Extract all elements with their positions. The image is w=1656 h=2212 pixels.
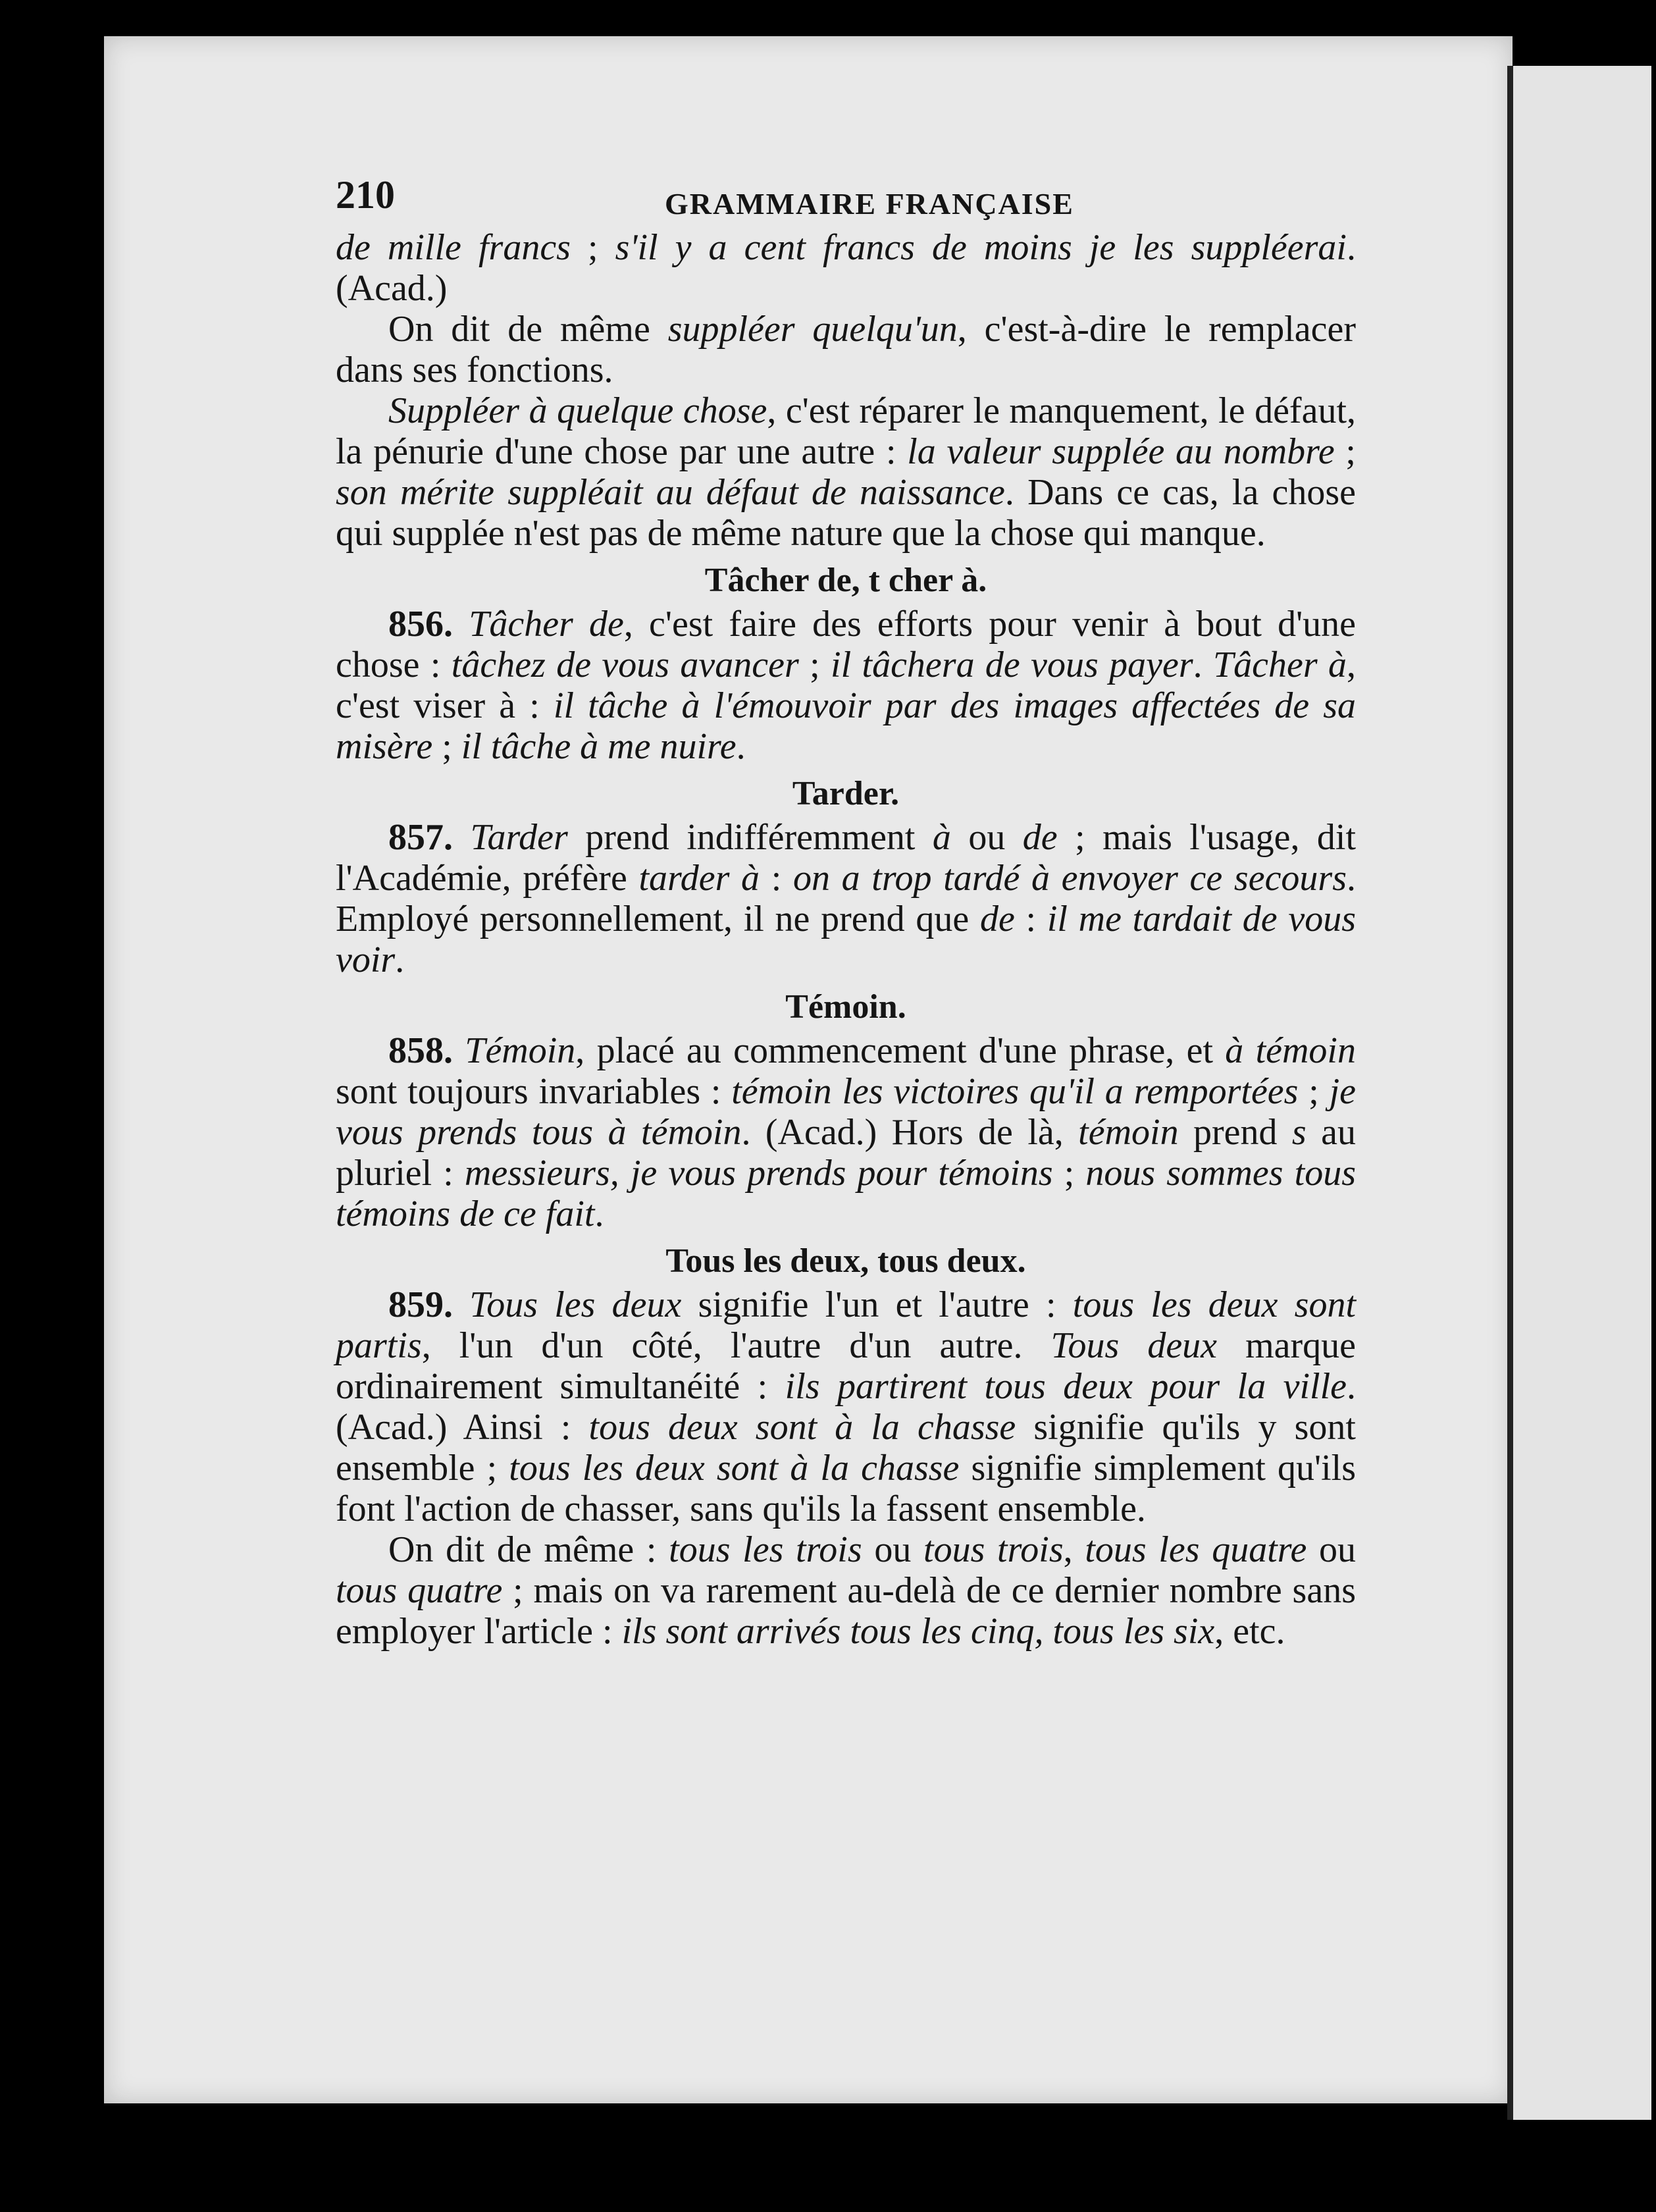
text-run: , c'est réparer le manquement, le défaut, la pénurie d'une chose par une autre : — [336, 390, 1356, 472]
italic-run: de — [1022, 817, 1058, 858]
text-run: ou — [862, 1529, 924, 1570]
text-run: prend — [1178, 1112, 1292, 1153]
italic-run: tous quatre — [336, 1570, 503, 1611]
italic-run: témoin les victoires qu'il a remportées — [731, 1071, 1299, 1112]
text-run: prend indifféremment — [567, 817, 933, 858]
italic-run: je vous prends tous à témoin — [336, 1071, 1356, 1153]
section-number: 859. — [388, 1284, 453, 1325]
text-run: ou — [1307, 1529, 1357, 1570]
italic-run: messieurs, je vous prends pour témoins — [464, 1153, 1053, 1194]
italic-run: tarder à — [638, 858, 760, 899]
text-run: , etc. — [1214, 1611, 1285, 1652]
section-body — [336, 817, 1356, 980]
section-858 — [336, 1030, 1356, 1234]
italic-run: il tâchera de vous payer — [831, 645, 1193, 685]
text-run: , l'un d'un côté, l'autre d'un autre. — [421, 1325, 1051, 1366]
text-run: . (Acad.) — [336, 227, 1356, 309]
section-heading-tacher: Tâcher de, t cher à. — [704, 562, 987, 599]
italic-run: à témoin — [1225, 1030, 1356, 1071]
text-run: ou — [950, 817, 1023, 858]
text-run: signifie qu'ils y sont ensemble ; — [336, 1407, 1356, 1488]
text-run: On dit de même : — [388, 1529, 669, 1570]
running-title: GRAMMAIRE FRANÇAISE — [665, 187, 1074, 221]
section-number: 856. — [388, 604, 453, 645]
text-run: ; mais l'usage, dit l'Académie, préfère — [336, 817, 1356, 899]
italic-run: à — [932, 817, 951, 858]
text-run: , c'est-à-dire le remplacer dans ses fonctions. — [336, 309, 1356, 390]
page-text — [336, 174, 1356, 1652]
text-run: : — [1014, 899, 1047, 939]
section-number: 857. — [388, 817, 453, 858]
text-run: , placé au commencement d'une phrase, et — [575, 1030, 1226, 1071]
text-run: ; — [1052, 1153, 1086, 1194]
italic-run: tous deux sont à la chasse — [588, 1407, 1016, 1448]
section-859-continuation — [336, 1529, 1356, 1652]
text-run: . Employé personnellement, il ne prend que — [336, 858, 1357, 939]
italic-run: s'il y a cent francs de moins je les suppléerai — [615, 227, 1347, 268]
section-859 — [336, 1284, 1356, 1529]
italic-run: Suppléer à quelque chose — [388, 390, 767, 431]
italic-run: Tâcher à — [1213, 645, 1347, 685]
italic-run: tâchez de vous avancer — [451, 645, 799, 685]
text-run: ; mais on va rarement au-delà de ce dernier nombre sans employer l'article : — [336, 1570, 1356, 1652]
italic-run: de — [979, 899, 1015, 939]
italic-run: il tâche à l'émouvoir par des images affectées de sa misère — [336, 685, 1356, 767]
italic-run: tous trois — [923, 1529, 1064, 1570]
next-page-edge — [1507, 66, 1651, 2120]
italic-run: tous les deux sont à la chasse — [509, 1448, 960, 1488]
italic-run: nous sommes tous témoins de ce fait — [336, 1153, 1357, 1234]
italic-run: tous les trois — [669, 1529, 862, 1570]
text-run: . (Acad.) Ainsi : — [336, 1366, 1357, 1448]
italic-run: Tous les deux — [469, 1284, 682, 1325]
section-856 — [336, 604, 1356, 767]
italic-run: tous les quatre — [1085, 1529, 1307, 1570]
paragraph-suppleer-a — [336, 390, 1356, 554]
section-body — [336, 604, 1356, 767]
text-run: , c'est viser à : — [336, 645, 1357, 726]
text-run: ; — [570, 227, 615, 268]
paragraph-suppleer-quelquun — [336, 309, 1356, 390]
italic-run: s — [1291, 1112, 1307, 1153]
section-heading-temoin: Témoin. — [785, 988, 906, 1026]
italic-run: tous les deux sont partis — [336, 1284, 1357, 1366]
text-run: ; — [798, 645, 831, 685]
section-heading-tous-deux: Tous les deux, tous deux. — [665, 1242, 1026, 1280]
text-run: . Dans ce cas, la chose qui supplée n'est pas de même nature que la chose qui manque. — [336, 472, 1356, 554]
text-run: signifie simplement qu'ils font l'action de chasser, sans qu'ils la fassent ensemble. — [336, 1448, 1356, 1529]
text-run: marque ordinairement simultanéité : — [336, 1325, 1356, 1407]
section-body — [336, 1284, 1356, 1529]
italic-run: témoin — [1078, 1112, 1179, 1153]
section-body — [336, 1030, 1356, 1234]
italic-run: ils sont arrivés tous les cinq, tous les six — [621, 1611, 1215, 1652]
italic-run: Témoin — [465, 1030, 576, 1071]
text-run: : — [760, 858, 793, 899]
text-run: signifie l'un et l'autre : — [681, 1284, 1073, 1325]
text-run: . — [395, 939, 405, 980]
text-run: . — [736, 726, 746, 767]
italic-run: Tous deux — [1050, 1325, 1218, 1366]
paragraph-continuation — [336, 227, 1356, 309]
text-run: ; — [432, 726, 461, 767]
italic-run: suppléer quelqu'un — [667, 309, 958, 350]
italic-run: la valeur supplée au nombre — [907, 431, 1335, 472]
italic-run: il me tardait de vous voir — [336, 899, 1357, 980]
text-run: ; — [1298, 1071, 1330, 1112]
italic-run: il tâche à me nuire — [461, 726, 737, 767]
section-number: 858. — [388, 1030, 453, 1071]
text-run: . — [594, 1194, 604, 1234]
italic-run: Tâcher de — [469, 604, 624, 645]
text-run: ; — [1334, 431, 1356, 472]
text-run: . (Acad.) Hors de là, — [741, 1112, 1079, 1153]
text-run: au pluriel : — [336, 1112, 1356, 1194]
italic-run: de mille francs — [336, 227, 571, 268]
text-run: , c'est faire des efforts pour venir à bout d'une chose : — [336, 604, 1357, 685]
section-heading-tarder: Tarder. — [792, 775, 900, 812]
italic-run: on a trop tardé à envoyer ce secours — [792, 858, 1347, 899]
section-857 — [336, 817, 1356, 980]
page-number: 210 — [336, 173, 395, 217]
text-run: . — [1193, 645, 1214, 685]
text-run: , — [1063, 1529, 1085, 1570]
italic-run: Tarder — [470, 817, 568, 858]
page-header — [336, 174, 1356, 227]
italic-run: ils partirent tous deux pour la ville — [785, 1366, 1347, 1407]
text-run: sont toujours invariables : — [336, 1071, 732, 1112]
italic-run: son mérite suppléait au défaut de naissance — [336, 472, 1005, 513]
text-run: On dit de même — [388, 309, 668, 350]
